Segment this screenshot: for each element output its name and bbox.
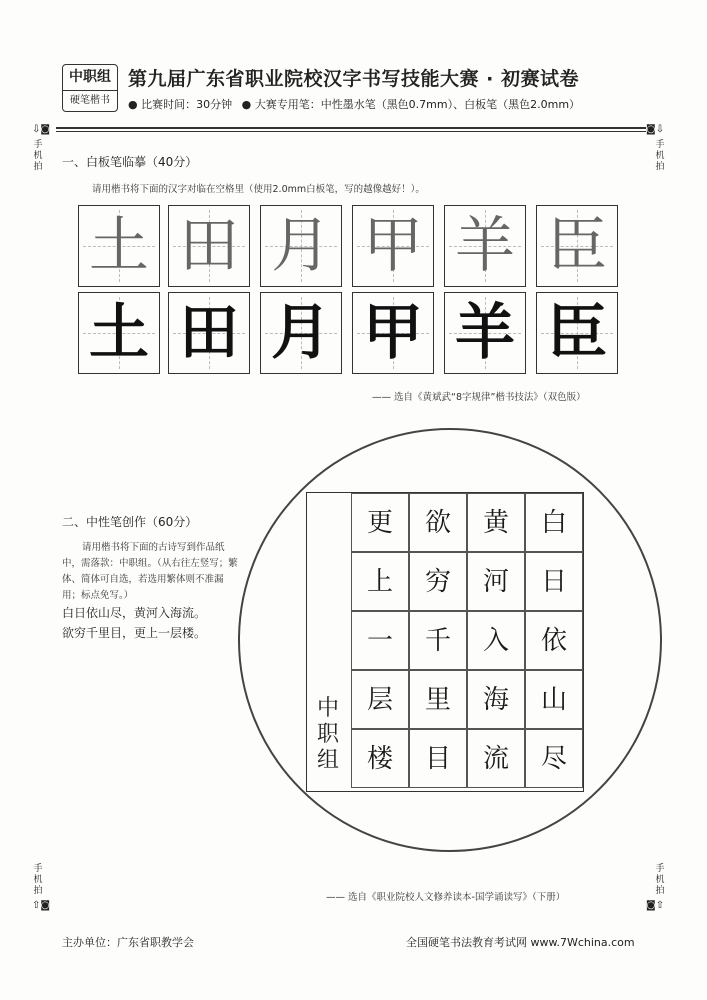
poem-cell: 层 — [351, 670, 409, 729]
character: 羊 — [455, 298, 515, 368]
section1-title: 一、白板笔临摹（40分） — [62, 155, 198, 169]
character: 月 — [271, 211, 331, 281]
badge-category-label: 硬笔楷书 — [70, 95, 110, 106]
badge-group-label: 中职组 — [63, 65, 117, 91]
section2-instruction: 请用楷书将下面的古诗写到作品纸中，需落款：中职组。（从右往左竖写；繁体、简体可自选，若选用繁体则不准漏用；标点免写。） — [62, 542, 238, 601]
character: 土 — [89, 298, 149, 368]
character: 臣 — [547, 211, 607, 281]
signature: 中 职 组 — [316, 696, 339, 773]
website: 全国硬笔书法教育考试网 www.7Wchina.com — [406, 936, 635, 949]
page-title: 第九届广东省职业院校汉字书写技能大赛 · 初赛试卷 — [128, 68, 579, 90]
header-divider — [56, 127, 646, 129]
poem-cell: 上 — [351, 552, 409, 611]
side-label-left-bottom: 手 机 拍 — [33, 864, 43, 896]
poem-cell: 楼 — [351, 729, 409, 788]
character: 田 — [179, 298, 239, 368]
header-divider-thin — [56, 131, 646, 132]
character: 臣 — [547, 298, 607, 368]
organizer: 主办单位：广东省职教学会 — [62, 936, 194, 949]
exam-info — [128, 96, 580, 112]
model-cell — [352, 292, 434, 374]
poem-cell: 日 — [525, 552, 583, 611]
practice-cell — [536, 205, 618, 287]
poem-cell: 欲 — [409, 493, 467, 552]
practice-cell — [352, 205, 434, 287]
poem-cell: 千 — [409, 611, 467, 670]
practice-cell — [78, 205, 160, 287]
practice-cell — [444, 205, 526, 287]
model-cell — [536, 292, 618, 374]
section1-instruction: 请用楷书将下面的汉字对临在空格里（使用2.0mm白板笔，写的越像越好！）。 — [92, 184, 425, 195]
group-badge — [62, 64, 118, 112]
model-cell — [444, 292, 526, 374]
side-label-right-top: 手 机 拍 — [655, 140, 665, 172]
character: 羊 — [455, 211, 515, 281]
section2-source: —— 选自《职业院校人文修养读本-国学诵读写》（下册） — [326, 892, 566, 903]
poem-cell: 山 — [525, 670, 583, 729]
model-cell — [260, 292, 342, 374]
poem-cell: 更 — [351, 493, 409, 552]
poem-cell: 黄 — [467, 493, 525, 552]
model-cell — [78, 292, 160, 374]
character: 田 — [179, 211, 239, 281]
practice-cell — [168, 205, 250, 287]
poem-cell: 一 — [351, 611, 409, 670]
character: 土 — [89, 211, 149, 281]
character: 甲 — [363, 211, 423, 281]
poem-cell: 依 — [525, 611, 583, 670]
practice-cell — [260, 205, 342, 287]
camera-icon: ⇧◙ — [32, 900, 51, 911]
section2-title: 二、中性笔创作（60分） — [62, 515, 198, 529]
poem-cell: 里 — [409, 670, 467, 729]
camera-icon: ◙⇧ — [646, 900, 665, 911]
poem-line: 白日依山尽，黄河入海流。 — [62, 606, 207, 620]
poem-cell: 海 — [467, 670, 525, 729]
camera-icon: ⇩◙ — [32, 124, 51, 135]
side-label-left-top: 手 机 拍 — [33, 140, 43, 172]
poem-cell: 白 — [525, 493, 583, 552]
poem-cell: 穷 — [409, 552, 467, 611]
pen-info: ● 大赛专用笔：中性墨水笔（黑色0.7mm）、白板笔（黑色2.0mm） — [241, 98, 581, 111]
poem-cell: 流 — [467, 729, 525, 788]
section1-source: —— 选自《黄斌武“8字规律”楷书技法》（双色版） — [372, 392, 586, 403]
poem-cell: 入 — [467, 611, 525, 670]
camera-icon: ◙⇩ — [646, 124, 665, 135]
poem-cell: 尽 — [525, 729, 583, 788]
poem-writing-grid — [306, 492, 584, 792]
character: 甲 — [363, 298, 423, 368]
poem-cell: 目 — [409, 729, 467, 788]
character: 月 — [271, 298, 331, 368]
time-info: ● 比赛时间：30分钟 — [128, 98, 233, 111]
model-cell — [168, 292, 250, 374]
side-label-right-bottom: 手 机 拍 — [655, 864, 665, 896]
poem-line: 欲穷千里目，更上一层楼。 — [62, 626, 207, 640]
poem-cell: 河 — [467, 552, 525, 611]
